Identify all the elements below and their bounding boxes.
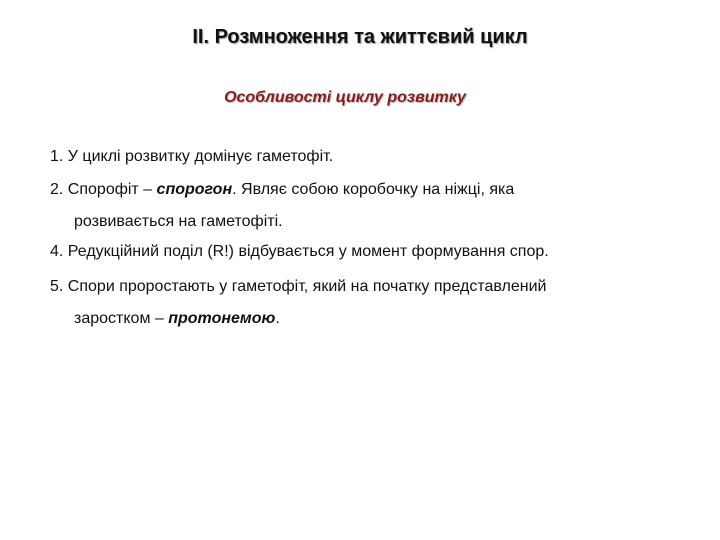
item-number: 2 xyxy=(50,181,59,198)
item-emphasis: спорогон xyxy=(156,181,233,198)
item-continuation: розвивається на гаметофіті. xyxy=(74,213,283,230)
list-item xyxy=(50,147,333,167)
item-number: 4 xyxy=(50,243,59,260)
item-continuation xyxy=(50,309,546,329)
item-text: . Редукційний поділ (R!) відбувається у момент формування спор. xyxy=(58,243,549,260)
item-text: заростком – xyxy=(74,310,169,327)
item-text: . Спори проростають у гаметофіт, який на початку представлений xyxy=(58,278,547,295)
item-text: . xyxy=(275,310,280,327)
list-item xyxy=(50,180,514,232)
item-text: . У циклі розвитку домінує гаметофіт. xyxy=(58,148,334,165)
item-emphasis: протонемою xyxy=(168,310,276,327)
item-number: 5 xyxy=(50,278,59,295)
slide-subtitle: Особливості циклу розвитку xyxy=(224,89,466,106)
list-item xyxy=(50,277,546,329)
item-text: . Являє собою коробочку на ніжці, яка xyxy=(232,181,515,198)
slide-title: ІІ. Розмноження та життєвий цикл xyxy=(192,26,528,48)
item-text: . Спорофіт – xyxy=(58,181,157,198)
item-number: 1 xyxy=(50,148,59,165)
list-item xyxy=(50,242,549,262)
